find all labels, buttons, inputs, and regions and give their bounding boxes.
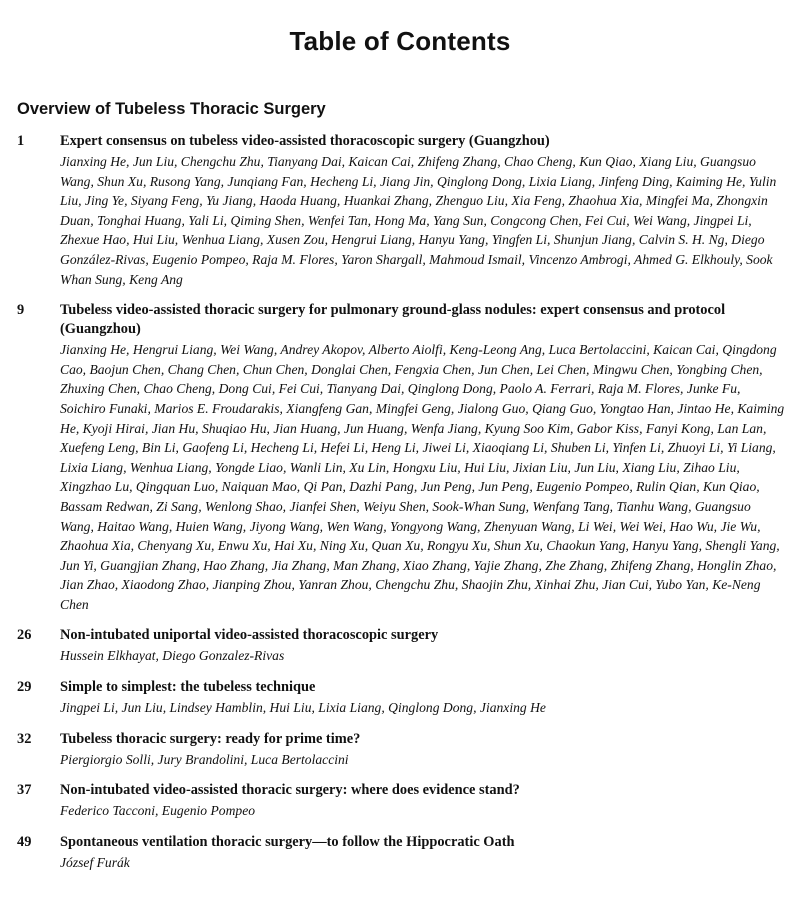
toc-entry[interactable] [17, 781, 787, 821]
entry-title[interactable]: Simple to simplest: the tubeless technique [60, 679, 316, 696]
entry-page-number: 9 [17, 302, 25, 319]
entry-authors: Piergiorgio Solli, Jury Brandolini, Luca Bertolaccini [60, 751, 349, 767]
toc-entry[interactable] [17, 730, 787, 770]
entry-title[interactable]: Non-intubated video-assisted thoracic surgery: where does evidence stand? [60, 782, 520, 799]
entry-authors: Jingpei Li, Jun Liu, Lindsey Hamblin, Hui Liu, Lixia Liang, Qinglong Dong, Jianxing He [60, 700, 546, 716]
entry-page-number: 49 [17, 833, 32, 850]
entry-title[interactable]: Tubeless video-assisted thoracic surgery for pulmonary ground-glass nodules: expert consensus and protocol (Guangzhou) [60, 302, 726, 338]
entry-title[interactable]: Expert consensus on tubeless video-assisted thoracoscopic surgery (Guangzhou) [60, 133, 550, 149]
entry-authors: Jianxing He, Hengrui Liang, Wei Wang, Andrey Akopov, Alberto Aiolfi, Keng-Leong Ang, Luca Bertolaccini, Kaican Cai, Qingdong Cao, Baojun Chen, Chang Chen, Chun Chen, Donglai Chen, Fengxia Chen, Jun Chen, Lei Chen, Mingwu Chen, Yongbing Chen, Zhuxing Chen, Chao Cheng, Dong Cui, Fei Cui, Tianyang Dai, Qinglong Dong, Paolo A. Ferrari, Raja M. Flores, Junke Fu, Soichiro Funaki, Marios E. Froudarakis, Xiangfeng Gan, Mingfei Geng, Jialong Guo, Qiang Guo, Yongtao Han, Jintao He, Kaiming He, Kyoji Hirai, Jian Hu, Shuqiao Hu, Jian Huang, Jun Huang, Wenfa Jiang, Kyung Soo Kim, Gabor Kiss, Fanyi Kong, Lan Lan, Xuefeng Leng, Bin Li, Gaofeng Li, Hecheng Li, Hefei Li, Heng Li, Jiwei Li, Xiaoqiang Li, Shuben Li, Yinfen Li, Zhuoyi Li, Yi Liang, Lixia Liang, Wenhua Liang, Yongde Liao, Wanli Lin, Xu Lin, Hongxu Liu, Hui Liu, Jixian Liu, Jun Liu, Xiang Liu, Zihao Liu, Xingzhao Lu, Qingquan Luo, Naiquan Mao, Qi Pan, Dazhi Pang, Jun Peng, Jun Peng, Eugenio Pompeo, Rulin Qian, Kun Qiao, Bassam Redwan, Zi Sang, Wenlong Shao, Jianfei Shen, Weiyu Shen, Sook-Whan Sung, Wenfang Tang, Tianhu Wang, Guangsuo Wang, Haitao Wang, Huien Wang, Jiyong Wang, Wen Wang, Yongyong Wang, Zhenyuan Wang, Li Wei, Wei Wei, Hao Wu, Jie Wu, Zhaohua Xia, Chenyang Xu, Enwu Xu, Hai Xu, Ning Xu, Quan Xu, Rongyu Xu, Shun Xu, Chaokun Yang, Hanyu Yang, Shengli Yang, Jun Yi, Guangjian Zhang, Hao Zhang, Jia Zhang, Man Zhang, Xiao Zhang, Yajie Zhang, Zhe Zhang, Zhifeng Zhang, Honglin Zhao, Jian Zhao, Xiaodong Zhao, Jianping Zhou, Yanran Zhou, Chengchu Zhu, Shaojin Zhu, Xinhai Zhu, Jian Cui, Yubo Yan, Ke-Neng Chen [60, 342, 785, 612]
page-title: Table of Contents [289, 26, 511, 56]
entry-page-number: 32 [17, 730, 32, 747]
entry-authors: Jianxing He, Jun Liu, Chengchu Zhu, Tianyang Dai, Kaican Cai, Zhifeng Zhang, Chao Cheng, Kun Qiao, Xiang Liu, Guangsuo Wang, Shun Xu, Rusong Yang, Junqiang Fan, Hecheng Li, Jiang Jin, Qinglong Dong, Lixia Liang, Jinfeng Ding, Kaiming He, Yulin Liu, Jing Ye, Siyang Feng, Yu Jiang, Haoda Huang, Huankai Zhang, Zhenguo Liu, Xia Feng, Zhaohua Xia, Mingfei Ma, Zhongxin Duan, Tonghai Huang, Yali Li, Qiming Shen, Wenfei Tan, Hong Ma, Yang Sun, Congcong Chen, Fei Cui, Wei Wang, Jingpei Li, Zhexue Hao, Hui Liu, Wenhua Liang, Xusen Zou, Hengrui Liang, Hanyu Yang, Yingfen Li, Shunjun Jiang, Calvin S. H. Ng, Diego González-Rivas, Eugenio Pompeo, Raja M. Flores, Yaron Shargall, Mahmoud Ismail, Vincenzo Ambrogi, Ahmed G. Elkhouly, Sook Whan Sung, Keng Ang [60, 154, 777, 287]
entry-authors: József Furák [60, 854, 130, 870]
toc-entry[interactable] [17, 626, 787, 666]
entry-page-number: 29 [17, 679, 32, 696]
section-heading: Overview of Tubeless Thoracic Surgery [17, 100, 326, 118]
toc-entry[interactable] [17, 678, 787, 718]
toc-entry[interactable] [17, 301, 787, 614]
toc-entry-list [17, 132, 787, 884]
toc-entry[interactable] [17, 132, 787, 289]
entry-page-number: 37 [17, 782, 32, 799]
toc-entry[interactable] [17, 833, 787, 873]
entry-title[interactable]: Spontaneous ventilation thoracic surgery—to follow the Hippocratic Oath [60, 833, 515, 850]
entry-page-number: 1 [17, 133, 25, 149]
entry-authors: Federico Tacconi, Eugenio Pompeo [60, 803, 256, 819]
entry-authors: Hussein Elkhayat, Diego Gonzalez-Rivas [60, 648, 285, 664]
entry-title[interactable]: Tubeless thoracic surgery: ready for prime time? [60, 730, 361, 747]
entry-title[interactable]: Non-intubated uniportal video-assisted thoracoscopic surgery [60, 627, 439, 644]
entry-page-number: 26 [17, 627, 32, 644]
